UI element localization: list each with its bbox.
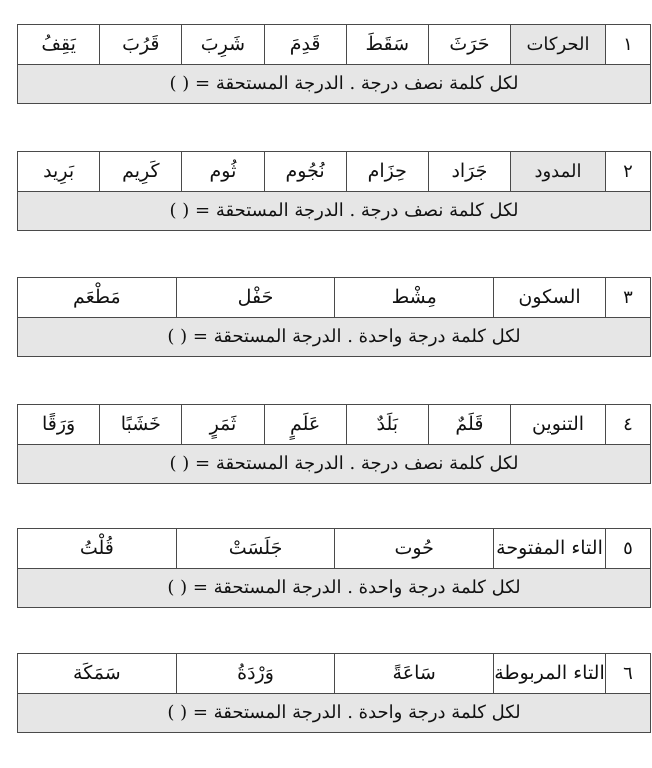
- word-cell: قُلْتُ: [18, 529, 177, 569]
- score-instruction: لكل كلمة نصف درجة . الدرجة المستحقة = ( ): [169, 453, 519, 474]
- word-cell: حَرَثَ: [428, 25, 510, 65]
- word-cell: مِشْط: [335, 278, 494, 318]
- score-instruction: لكل كلمة نصف درجة . الدرجة المستحقة = ( ): [169, 200, 519, 221]
- word-cell: سَقَطَ: [346, 25, 428, 65]
- category-label: التاء المربوطة: [494, 654, 606, 694]
- words-row: [18, 529, 651, 569]
- section-number: ٢: [606, 152, 651, 192]
- word-cell: شَرِبَ: [182, 25, 264, 65]
- word-cell: نُجُوم: [264, 152, 346, 192]
- word-cell: سَاعَةً: [335, 654, 494, 694]
- score-cell: [18, 694, 651, 733]
- word-cell: عَلَمٍ: [264, 405, 346, 445]
- word-cell: جَلَسَتْ: [176, 529, 335, 569]
- section-table-1: [17, 24, 651, 104]
- section-number: ٣: [606, 278, 651, 318]
- score-cell: [18, 569, 651, 608]
- word-cell: قَدِمَ: [264, 25, 346, 65]
- word-cell: قَلَمٌ: [428, 405, 510, 445]
- word-cell: وَرْدَةُ: [176, 654, 335, 694]
- word-cell: حَفْل: [176, 278, 335, 318]
- words-row: [18, 654, 651, 694]
- score-row: [18, 65, 651, 104]
- category-label: التنوين: [511, 405, 606, 445]
- words-row: [18, 25, 651, 65]
- word-cell: وَرَقًا: [18, 405, 100, 445]
- score-cell: [18, 445, 651, 484]
- score-cell: [18, 318, 651, 357]
- score-row: [18, 694, 651, 733]
- word-cell: ثُوم: [182, 152, 264, 192]
- word-cell: بَلَدٌ: [346, 405, 428, 445]
- word-cell: حِزَام: [346, 152, 428, 192]
- words-row: [18, 405, 651, 445]
- words-row: [18, 278, 651, 318]
- word-cell: جَرَاد: [428, 152, 510, 192]
- score-row: [18, 445, 651, 484]
- category-label: المدود: [511, 152, 606, 192]
- section-number: ٥: [606, 529, 651, 569]
- section-number: ٤: [606, 405, 651, 445]
- score-cell: [18, 65, 651, 104]
- category-label: الحركات: [511, 25, 606, 65]
- word-cell: بَرِيد: [18, 152, 100, 192]
- score-row: [18, 192, 651, 231]
- section-table-4: [17, 404, 651, 484]
- section-table-3: [17, 277, 651, 357]
- section-number: ٦: [606, 654, 651, 694]
- word-cell: خَشَبًا: [100, 405, 182, 445]
- section-number: ١: [606, 25, 651, 65]
- words-row: [18, 152, 651, 192]
- section-table-6: [17, 653, 651, 733]
- word-cell: مَطْعَم: [18, 278, 177, 318]
- score-instruction: لكل كلمة نصف درجة . الدرجة المستحقة = ( ): [169, 73, 519, 94]
- score-row: [18, 318, 651, 357]
- section-table-5: [17, 528, 651, 608]
- word-cell: يَقِفُ: [18, 25, 100, 65]
- word-cell: قَرُبَ: [100, 25, 182, 65]
- score-cell: [18, 192, 651, 231]
- score-instruction: لكل كلمة درجة واحدة . الدرجة المستحقة = ( ): [167, 702, 521, 723]
- word-cell: كَرِيم: [100, 152, 182, 192]
- score-row: [18, 569, 651, 608]
- score-instruction: لكل كلمة درجة واحدة . الدرجة المستحقة = ( ): [167, 326, 521, 347]
- category-label: التاء المفتوحة: [494, 529, 606, 569]
- category-label: السكون: [494, 278, 606, 318]
- word-cell: ثَمَرٍ: [182, 405, 264, 445]
- word-cell: سَمَكَة: [18, 654, 177, 694]
- word-cell: حُوت: [335, 529, 494, 569]
- score-instruction: لكل كلمة درجة واحدة . الدرجة المستحقة = ( ): [167, 577, 521, 598]
- section-table-2: [17, 151, 651, 231]
